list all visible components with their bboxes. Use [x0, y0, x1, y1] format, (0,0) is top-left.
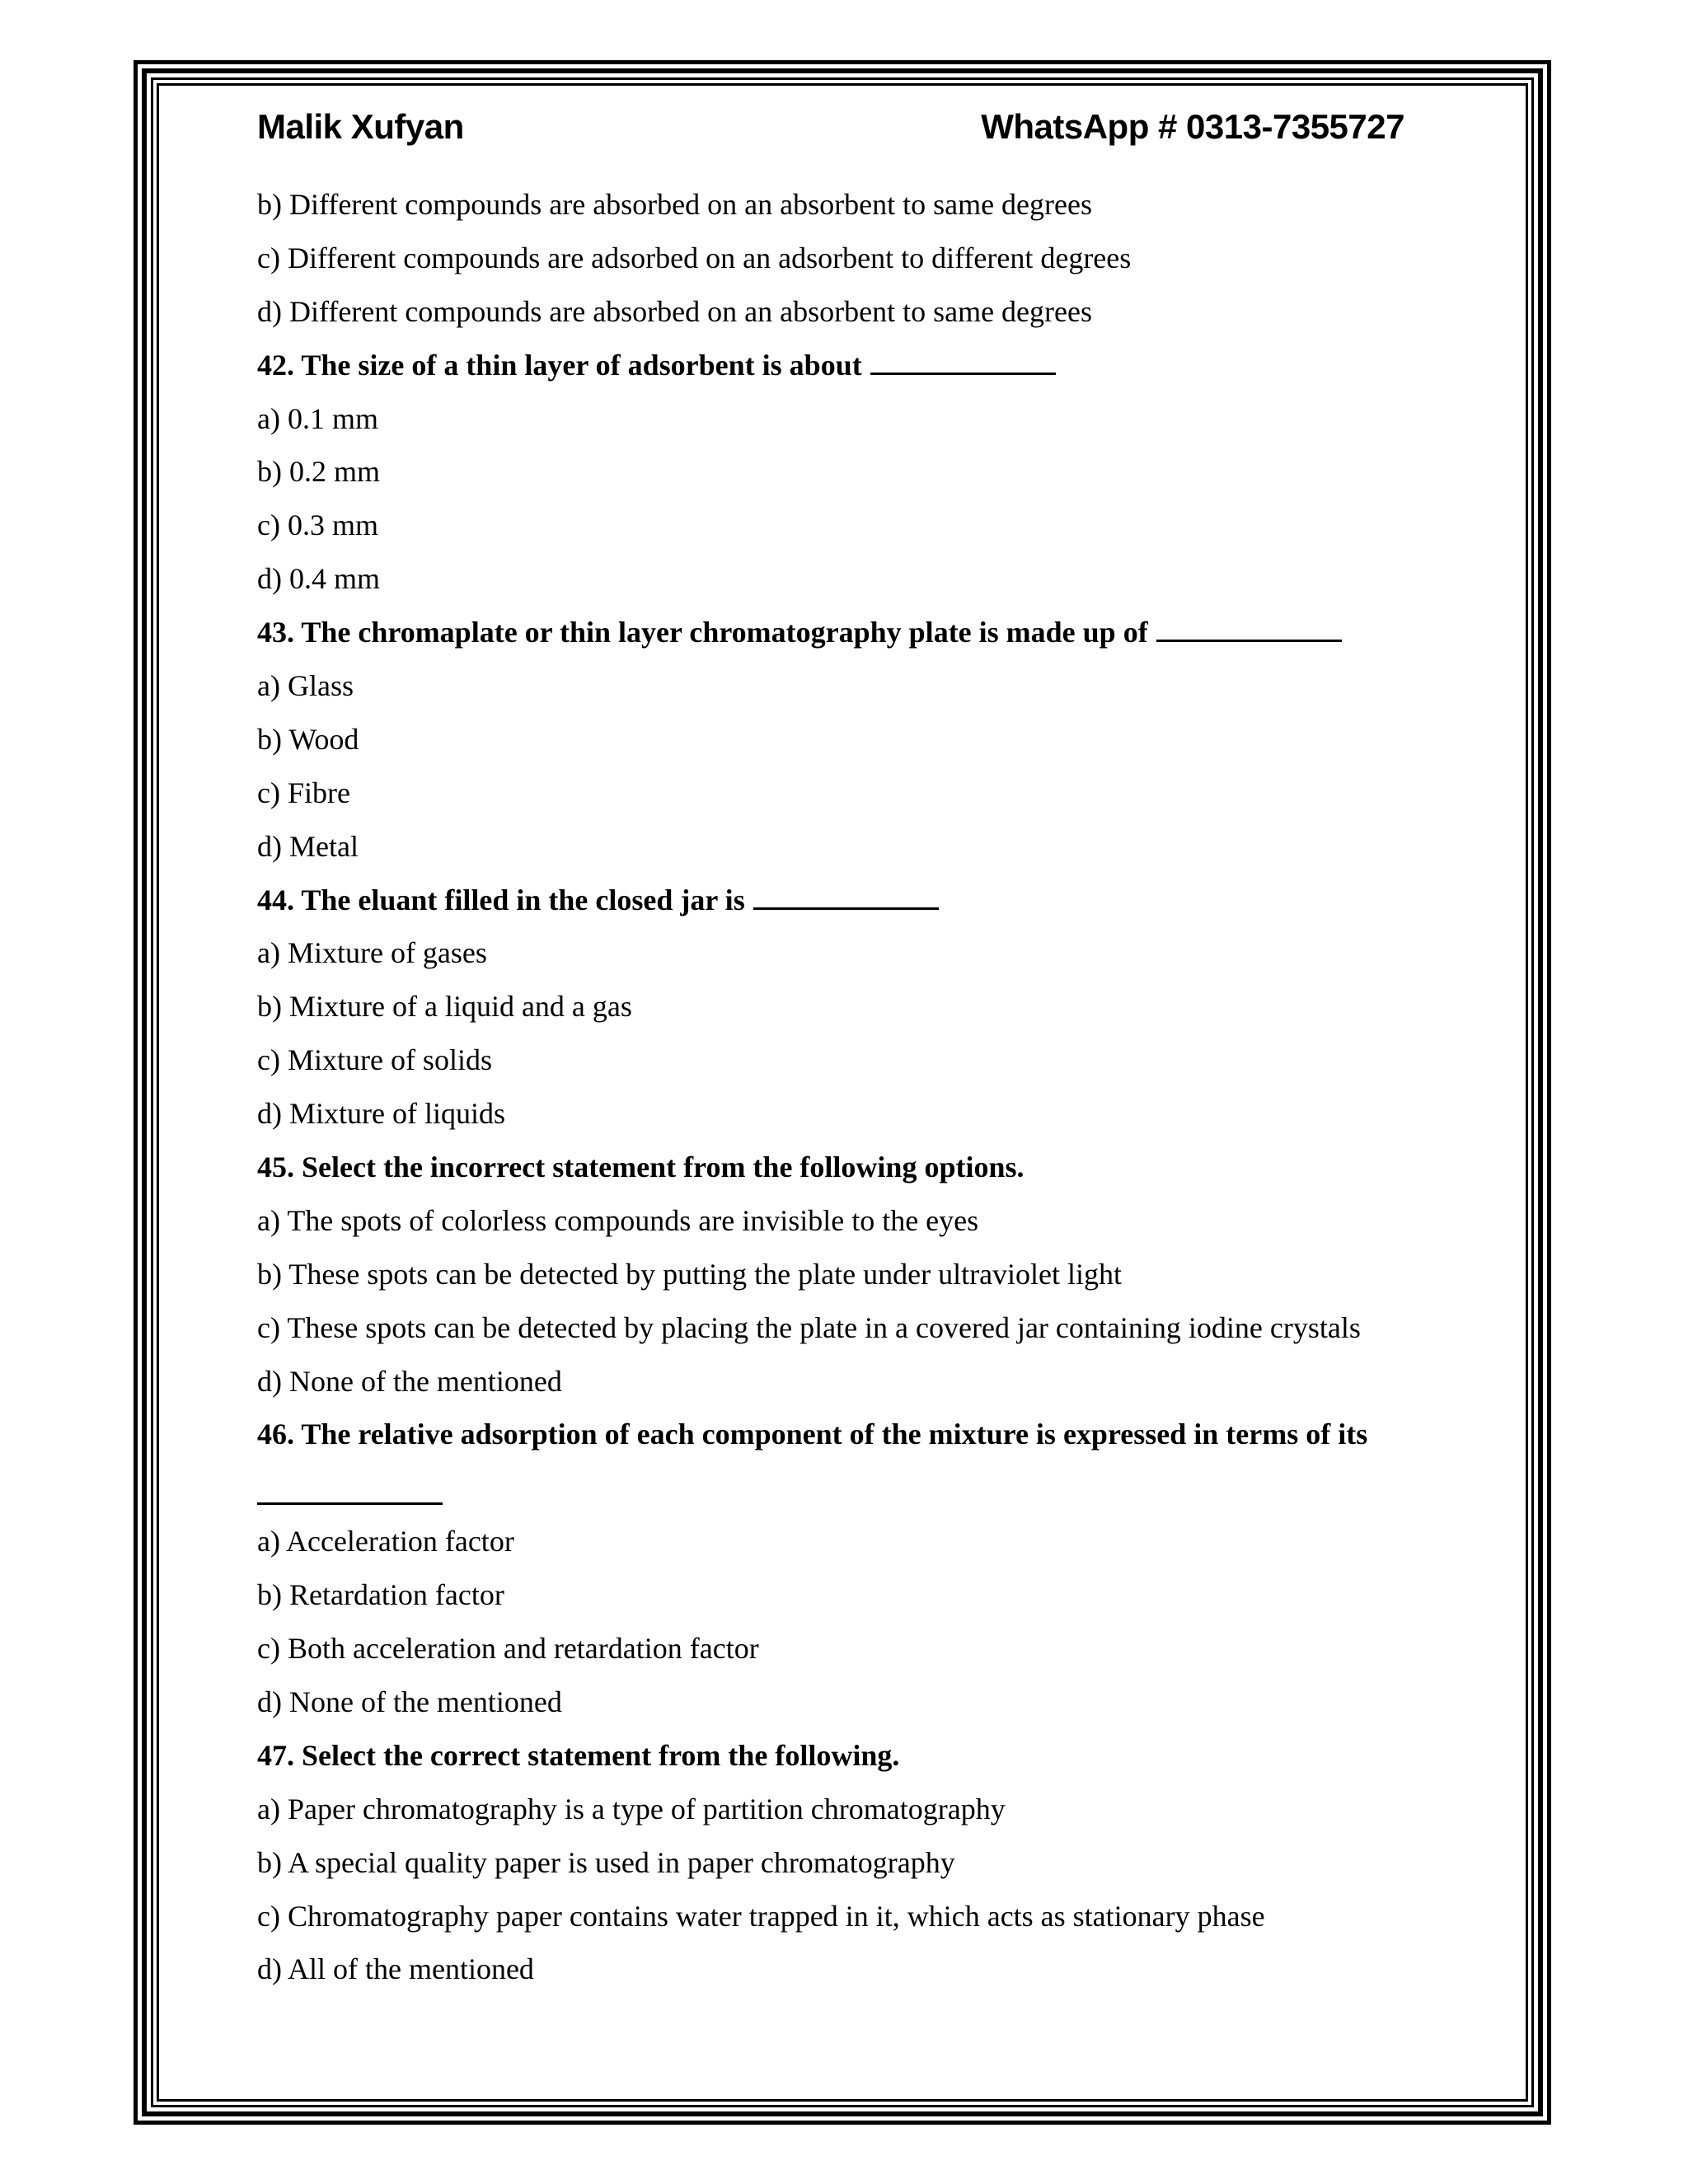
answer-option — [257, 232, 1428, 285]
answer-option — [257, 766, 1428, 820]
answer-option — [257, 1943, 1428, 1996]
answer-option — [257, 1890, 1428, 1943]
whatsapp-contact: WhatsApp # 0313-7355727 — [981, 107, 1404, 146]
author-name: Malik Xufyan — [257, 107, 464, 146]
answer-option — [257, 1087, 1428, 1141]
question-label: 46. The relative adsorption of each component of the mixture is expressed in terms of its — [257, 1418, 1368, 1451]
question-label: 42. The size of a thin layer of adsorbent is about — [257, 348, 862, 382]
answer-option — [257, 1515, 1428, 1568]
question-label: 45. Select the incorrect statement from the following options. — [257, 1151, 1025, 1184]
question-text — [257, 1408, 1428, 1461]
answer-option — [257, 1194, 1428, 1248]
answer-option — [257, 926, 1428, 980]
answer-blank — [753, 883, 939, 910]
answer-blank-line — [257, 1461, 1428, 1515]
answer-blank — [870, 348, 1056, 375]
question-text — [257, 1729, 1428, 1783]
option-label: a) 0.1 mm — [257, 401, 378, 435]
answer-option — [257, 1355, 1428, 1408]
answer-option — [257, 1301, 1428, 1355]
option-label: a) Mixture of gases — [257, 936, 487, 970]
option-label: c) Mixture of solids — [257, 1043, 492, 1077]
question-label: 47. Select the correct statement from the following. — [257, 1738, 900, 1772]
answer-option — [257, 1783, 1428, 1836]
option-label: a) The spots of colorless compounds are invisible to the eyes — [257, 1203, 979, 1237]
answer-option — [257, 1836, 1428, 1890]
answer-option — [257, 1033, 1428, 1087]
option-label: a) Glass — [257, 669, 354, 703]
page-header — [257, 102, 1404, 152]
option-label: c) 0.3 mm — [257, 509, 378, 542]
answer-blank — [1156, 615, 1342, 642]
option-label: c) Fibre — [257, 776, 350, 809]
answer-option — [257, 980, 1428, 1033]
option-label: d) Metal — [257, 829, 359, 863]
answer-option — [257, 392, 1428, 446]
option-label: b) Retardation factor — [257, 1578, 504, 1612]
option-label: b) Different compounds are absorbed on an absorbent to same degrees — [257, 188, 1092, 221]
answer-option — [257, 285, 1428, 339]
question-text — [257, 606, 1428, 659]
answer-option — [257, 1568, 1428, 1622]
question-text — [257, 1141, 1428, 1194]
option-label: c) Chromatography paper contains water trapped in it, which acts as stationary phase — [257, 1899, 1265, 1933]
answer-option — [257, 713, 1428, 766]
option-label: b) These spots can be detected by putting the plate under ultraviolet light — [257, 1257, 1123, 1291]
question-text — [257, 339, 1428, 392]
option-label: c) Different compounds are adsorbed on an adsorbent to different degrees — [257, 241, 1132, 274]
answer-option — [257, 659, 1428, 713]
answer-option — [257, 1675, 1428, 1729]
option-label: c) Both acceleration and retardation factor — [257, 1632, 759, 1666]
question-label: 43. The chromaplate or thin layer chromatography plate is made up of — [257, 616, 1148, 649]
question-label: 44. The eluant filled in the closed jar is — [257, 883, 745, 916]
answer-option — [257, 820, 1428, 874]
option-label: a) Acceleration factor — [257, 1525, 514, 1558]
option-label: d) None of the mentioned — [257, 1685, 562, 1718]
option-label: c) These spots can be detected by placing the plate in a covered jar containing iodine crystals — [257, 1310, 1361, 1344]
option-label: d) 0.4 mm — [257, 562, 380, 596]
option-label: d) Different compounds are absorbed on an absorbent to same degrees — [257, 294, 1092, 328]
answer-option — [257, 499, 1428, 552]
option-label: b) Mixture of a liquid and a gas — [257, 990, 632, 1024]
option-label: b) Wood — [257, 722, 359, 756]
answer-option — [257, 552, 1428, 606]
answer-blank — [257, 1478, 443, 1505]
option-label: b) A special quality paper is used in paper chromatography — [257, 1845, 955, 1879]
option-label: a) Paper chromatography is a type of partition chromatography — [257, 1792, 1006, 1825]
answer-option — [257, 445, 1428, 499]
answer-option — [257, 178, 1428, 232]
question-text — [257, 874, 1428, 927]
quiz-content — [257, 178, 1428, 1996]
answer-option — [257, 1622, 1428, 1675]
option-label: d) None of the mentioned — [257, 1364, 562, 1398]
option-label: d) Mixture of liquids — [257, 1097, 505, 1131]
answer-option — [257, 1248, 1428, 1301]
option-label: b) 0.2 mm — [257, 455, 380, 489]
option-label: d) All of the mentioned — [257, 1952, 534, 1986]
